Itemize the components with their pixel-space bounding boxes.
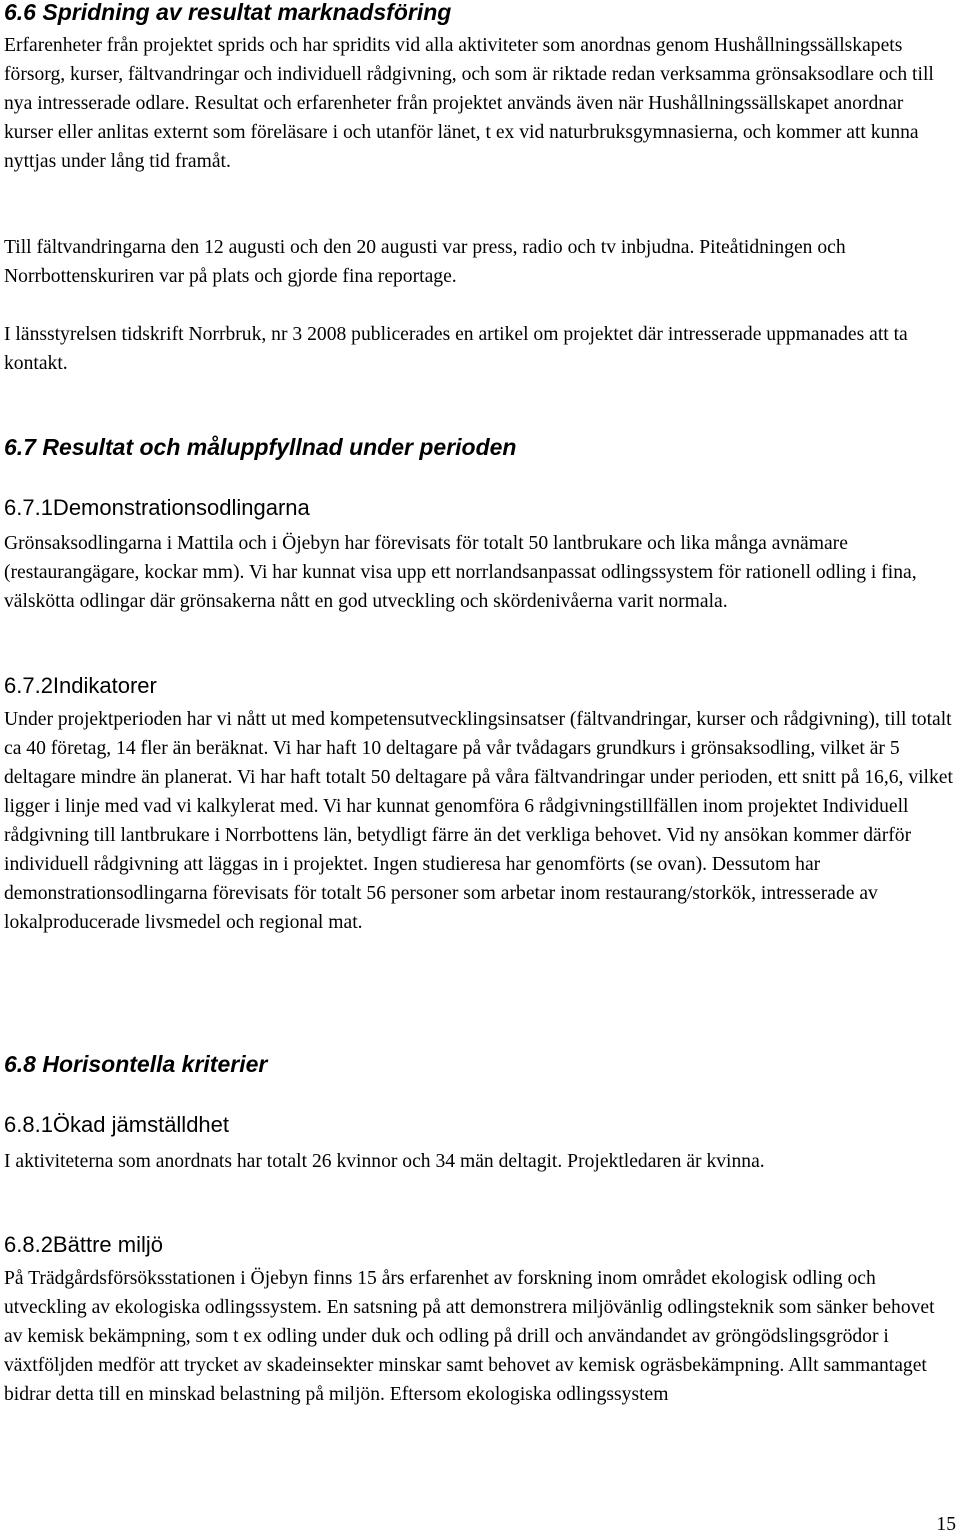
paragraph-6-8-1: I aktiviteterna som anordnats har totalt 26 kvinnor och 34 män deltagit. Projektledaren är kvinna.: [4, 1151, 765, 1172]
paragraph-6-7-1: Grönsaksodlingarna i Mattila och i Öjebyn har förevisats för totalt 50 lantbrukare och lika många avnämare (restaurangägare, kockar mm). Vi har kunnat visa upp ett norrlandsanpassat odlingssystem för rationell odling i fina, välskötta odlingar där grönsakerna nått en god utveckling och skördenivåerna varit normala.: [4, 533, 917, 612]
paragraph-6-8-2: På Trädgårdsförsöksstationen i Öjebyn finns 15 års erfarenhet av forskning inom området ekologisk odling och utveckling av ekologiska odlingssystem. En satsning på att demonstrera miljövänlig odlingsteknik som sänker behovet av kemisk bekämpning, som t ex odling under duk och odling på drill och användandet av gröngödslingsgrödor i växtföljden medför att trycket av skadeinsekter minskar samt behovet av kemisk ogräsbekämpning. Allt sammantaget bidrar detta till en minskad belastning på miljön. Eftersom ekologiska odlingssystem: [4, 1268, 935, 1405]
subsection-heading-6-8-1: 6.8.1Ökad jämställdhet: [4, 1112, 230, 1137]
paragraph-6-7-2: Under projektperioden har vi nått ut med kompetensutvecklingsinsatser (fältvandringar, kurser och rådgivning), till totalt ca 40 företag, 14 fler än beräknat. Vi har haft 10 deltagare på vår tvådagars grundkurs i grönsaksodling, vilket är 5 deltagare mindre än planerat. Vi har haft totalt 50 deltagare på våra fältvandringar under perioden, ett snitt på 16,6, vilket ligger i linje med vad vi kalkylerat med. Vi har kunnat genomföra 6 rådgivningstillfällen inom projektet Individuell rådgivning till lantbrukare i Norrbottens län, betydligt färre än det verkliga behovet. Vid ny ansökan kommer därför individuell rådgivning att läggas in i projektet. Ingen studieresa har genomförts (se ovan). Dessutom har demonstrationsodlingarna förevisats för totalt 56 personer som arbetar inom restaurang/storkök, intresserade av lokalproducerade livsmedel och regional mat.: [4, 709, 953, 933]
paragraph-6-6-norrbruk: I länsstyrelsen tidskrift Norrbruk, nr 3 2008 publicerades en artikel om projektet där intresserade uppmanades att ta kontakt.: [4, 324, 908, 374]
section-heading-6-7: 6.7 Resultat och måluppfyllnad under perioden: [4, 434, 517, 460]
subsection-heading-6-8-2: 6.8.2Bättre miljö: [4, 1232, 163, 1257]
section-heading-6-8: 6.8 Horisontella kriterier: [4, 1051, 268, 1077]
paragraph-6-6-dissemination: Erfarenheter från projektet sprids och har spridits vid alla aktiviteter som anordnas genom Hushållningssällskapets försorg, kurser, fältvandringar och individuell rådgivning, och som är riktade redan verksamma grönsaksodlare och till nya intresserade odlare. Resultat och erfarenheter från projektet används även när Hushållningssällskapet anordnar kurser eller anlitas externt som föreläsare i och utanför länet, t ex vid naturbruksgymnasierna, och kommer att kunna nyttjas under lång tid framåt.: [4, 35, 934, 172]
page-number: 15: [936, 1514, 956, 1535]
paragraph-6-6-field-walks: Till fältvandringarna den 12 augusti och den 20 augusti var press, radio och tv inbjudna. Piteåtidningen och Norrbottenskuriren var på plats och gjorde fina reportage.: [4, 237, 846, 287]
section-heading-6-6: 6.6 Spridning av resultat marknadsföring: [4, 0, 452, 25]
subsection-heading-6-7-2: 6.7.2Indikatorer: [4, 673, 157, 698]
subsection-heading-6-7-1: 6.7.1Demonstrationsodlingarna: [4, 495, 310, 520]
